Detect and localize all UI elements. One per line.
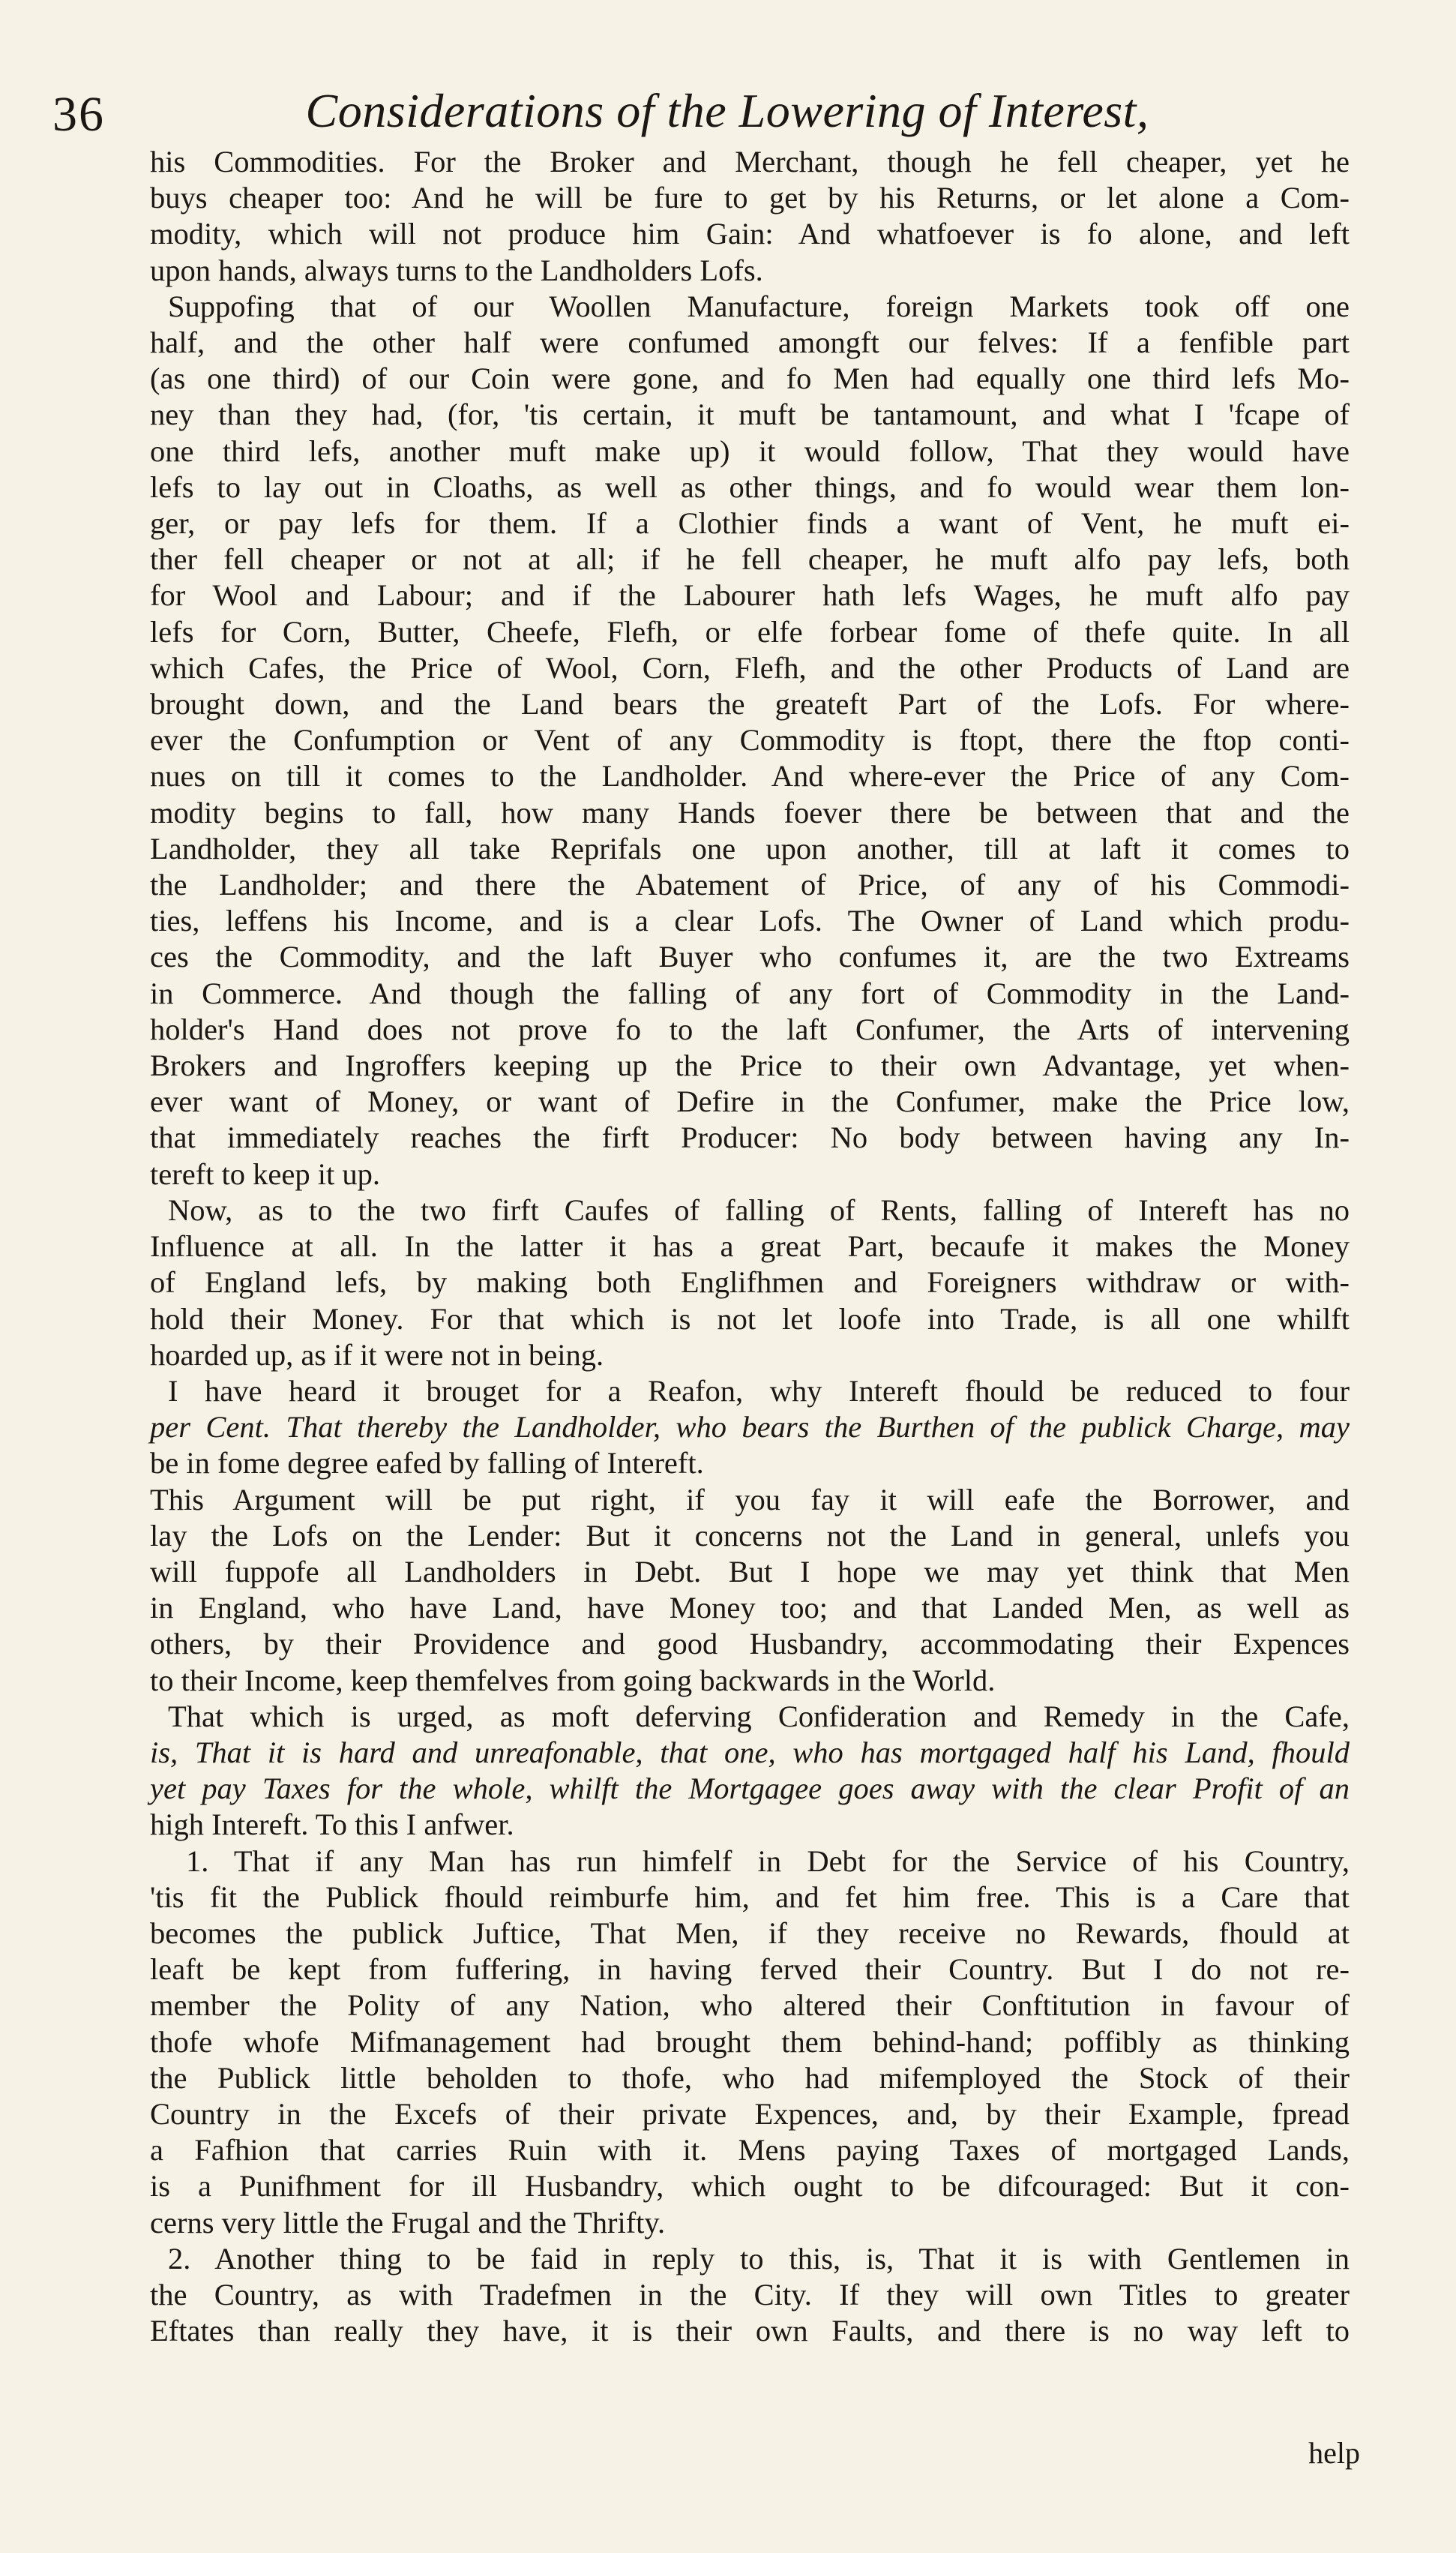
text-line: Brokers and Ingroffers keeping up the Price to their own Advantage, yet when- — [150, 1048, 1350, 1083]
text-line: ties, leffens his Income, and is a clear Lofs. The Owner of Land which produ- — [150, 904, 1350, 938]
text-line: Now, as to the two firft Caufes of falling of Rents, falling of Intereft has no — [168, 1192, 1350, 1227]
text-line: ever want of Money, or want of Defire in the Confumer, make the Price low, — [150, 1084, 1350, 1119]
text-line: ger, or pay lefs for them. If a Clothier finds a want of Vent, he muft ei- — [150, 506, 1350, 541]
text-line: lefs for Corn, Butter, Cheefe, Flefh, or elfe forbear fome of thefe quite. In all — [150, 614, 1350, 649]
text-line: his Commodities. For the Broker and Merchant, though he fell cheaper, yet he — [150, 145, 1350, 178]
page-number: 36 — [52, 87, 105, 142]
text-line: buys cheaper too: And he will be fure to get by his Returns, or let alone a Com- — [150, 181, 1350, 215]
text-line: leaft be kept from fuffering, in having ferved their Country. But I do not re- — [150, 1952, 1350, 1987]
text-line: Country in the Excefs of their private Expences, and, by their Example, fpread — [150, 2096, 1350, 2131]
running-title: Considerations of the Lowering of Interest, — [305, 84, 1149, 137]
text-line: be in fome degree eafed by falling of Intereft. — [150, 1446, 704, 1480]
text-line: Influence at all. In the latter it has a great Part, becaufe it makes the Money — [150, 1229, 1350, 1264]
text-line: per Cent. That thereby the Landholder, who bears the Burthen of the publick Charge, may — [150, 1410, 1350, 1444]
text-line: cerns very little the Frugal and the Thrifty. — [150, 2205, 666, 2240]
text-line: ney than they had, (for, 'tis certain, it muft be tantamount, and what I 'fcape of — [150, 398, 1350, 432]
text-line: lay the Lofs on the Lender: But it concerns not the Land in general, unlefs you — [150, 1518, 1350, 1552]
text-line: brought down, and the Land bears the greateft Part of the Lofs. For where- — [150, 687, 1350, 722]
text-line: will fuppofe all Landholders in Debt. But I hope we may yet think that Men — [150, 1554, 1350, 1588]
text-line: 'tis fit the Publick fhould reimburfe him, and fet him free. This is a Care that — [150, 1880, 1350, 1914]
text-line: Suppofing that of our Woollen Manufacture, foreign Markets took off one — [168, 289, 1350, 323]
text-line: to their Income, keep themfelves from going backwards in the World. — [150, 1663, 996, 1697]
text-line: lefs to lay out in Cloaths, as well as other things, and fo would wear them lon- — [150, 470, 1350, 504]
text-line: a Fafhion that carries Ruin with it. Mens paying Taxes of mortgaged Lands, — [150, 2133, 1350, 2168]
text-line: which Cafes, the Price of Wool, Corn, Flefh, and the other Products of Land are — [150, 650, 1350, 685]
text-line: yet pay Taxes for the whole, whilft the Mortgagee goes away with the clear Profit of an — [150, 1772, 1350, 1806]
text-line: modity begins to fall, how many Hands foever there be between that and the — [150, 795, 1350, 830]
text-line: nues on till it comes to the Landholder. And where-ever the Price of any Com- — [150, 759, 1350, 794]
text-line: tereft to keep it up. — [150, 1156, 381, 1191]
text-line: (as one third) of our Coin were gone, and fo Men had equally one third lefs Mo- — [150, 362, 1350, 396]
text-line: becomes the publick Juftice, That Men, if they receive no Rewards, fhould at — [150, 1916, 1350, 1950]
body-text — [150, 144, 1350, 2349]
text-line: Eftates than really they have, it is their own Faults, and there is no way left to — [150, 2314, 1350, 2348]
text-line: member the Polity of any Nation, who altered their Conftitution in favour of — [150, 1988, 1350, 2023]
text-line: That which is urged, as moft deferving Confideration and Remedy in the Cafe, — [168, 1699, 1350, 1733]
text-line: that immediately reaches the firft Producer: No body between having any In- — [150, 1120, 1350, 1155]
text-line: ever the Confumption or Vent of any Commodity is ftopt, there the ftop conti- — [150, 723, 1350, 758]
text-line: of England lefs, by making both Englifhmen and Foreigners withdraw or with- — [150, 1265, 1350, 1300]
text-line: ces the Commodity, and the laft Buyer who confumes it, are the two Extreams — [150, 940, 1350, 974]
text-line: hoarded up, as if it were not in being. — [150, 1337, 604, 1372]
text-line: in England, who have Land, have Money too; and that Landed Men, as well as — [150, 1591, 1350, 1625]
text-line: upon hands, always turns to the Landholders Lofs. — [150, 253, 763, 287]
text-line: thofe whofe Mifmanagement had brought them behind-hand; poffibly as thinking — [150, 2024, 1350, 2059]
text-line: for Wool and Labour; and if the Labourer hath lefs Wages, he muft alfo pay — [150, 578, 1350, 613]
text-line: the Country, as with Tradefmen in the City. If they will own Titles to greater — [150, 2277, 1350, 2312]
text-line: I have heard it brouget for a Reafon, why Intereft fhould be reduced to four — [168, 1373, 1350, 1408]
text-line: high Intereft. To this I anfwer. — [150, 1808, 514, 1842]
text-line: half, and the other half were confumed amongft our felves: If a fenfible part — [150, 326, 1350, 360]
text-line: others, by their Providence and good Husbandry, accommodating their Expences — [150, 1627, 1350, 1661]
text-line: 1. That if any Man has run himfelf in Debt for the Service of his Country, — [186, 1844, 1350, 1878]
text-line: in Commerce. And though the falling of any fort of Commodity in the Land- — [150, 976, 1350, 1010]
text-line: modity, which will not produce him Gain: And whatfoever is fo alone, and left — [150, 217, 1350, 251]
text-line: ther fell cheaper or not at all; if he fell cheaper, he muft alfo pay lefs, both — [150, 542, 1350, 577]
text-line: 2. Another thing to be faid in reply to this, is, That it is with Gentlemen in — [168, 2241, 1350, 2276]
text-line: hold their Money. For that which is not let loofe into Trade, is all one whilft — [150, 1301, 1350, 1336]
running-head — [45, 71, 1410, 142]
text-line: is a Punifhment for ill Husbandry, which ought to be difcouraged: But it con- — [150, 2169, 1350, 2204]
text-line: one third lefs, another muft make up) it would follow, That they would have — [150, 434, 1350, 468]
text-line: is, That it is hard and unreafonable, that one, who has mortgaged half his Land, fhould — [150, 1735, 1350, 1769]
text-line: the Landholder; and there the Abatement of Price, of any of his Commodi- — [150, 868, 1350, 902]
text-line: Landholder, they all take Reprifals one upon another, till at laft it comes to — [150, 831, 1350, 866]
catchword: help — [1308, 2436, 1360, 2470]
text-line: holder's Hand does not prove fo to the laft Confumer, the Arts of intervening — [150, 1012, 1350, 1046]
text-line: This Argument will be put right, if you fay it will eafe the Borrower, and — [150, 1482, 1350, 1516]
text-line: the Publick little beholden to thofe, who had mifemployed the Stock of their — [150, 2060, 1350, 2095]
